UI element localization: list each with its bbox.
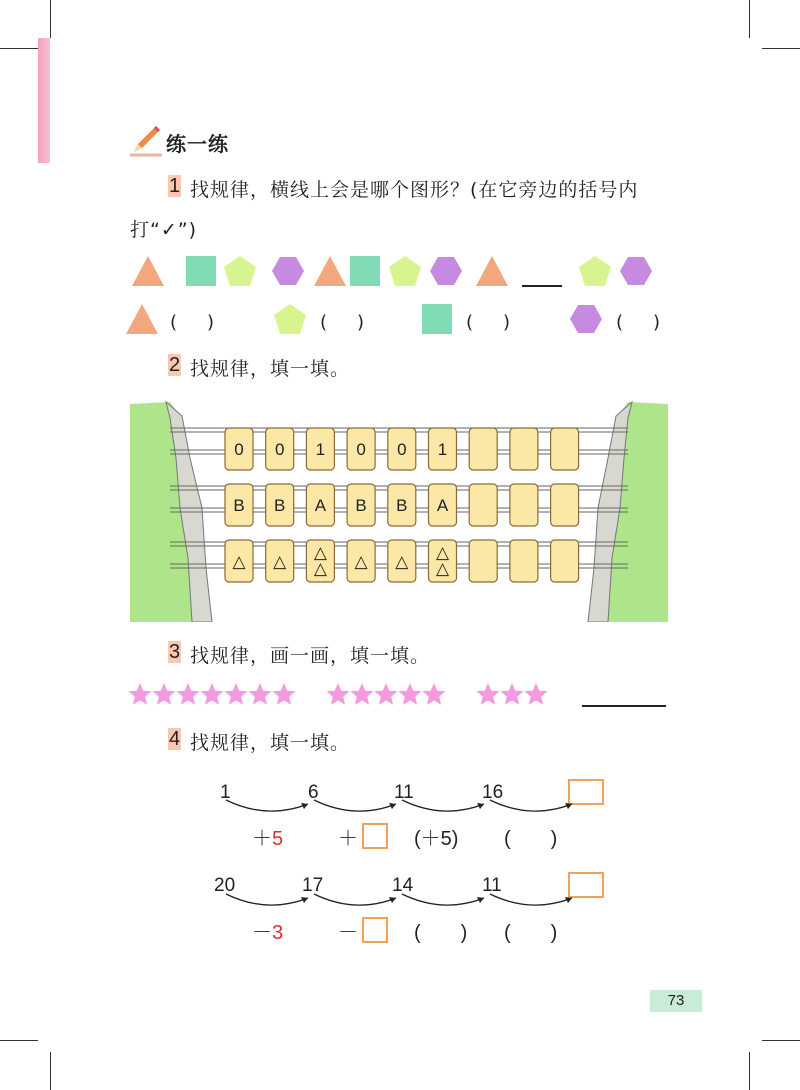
star-icon [201, 683, 224, 705]
crop-mark [0, 48, 38, 49]
question-text: 找规律，填一填。 [190, 732, 351, 754]
pentagon-shape [389, 256, 421, 286]
bead [551, 484, 579, 526]
square-option [422, 304, 452, 334]
triangle-option [126, 304, 158, 334]
triangle-shape [314, 256, 346, 286]
bead [551, 428, 579, 470]
question-text: 找规律，横线上会是哪个图形？(在它旁边的括号内 [190, 179, 639, 201]
bead [429, 484, 457, 526]
option-paren[interactable]: ( ) [466, 312, 517, 333]
bead [225, 428, 253, 470]
pencil-icon [128, 122, 164, 158]
bead [388, 540, 416, 582]
bead-label: 0 [397, 440, 407, 459]
bead-body [551, 540, 579, 582]
bead [225, 540, 253, 582]
bead-label: △ [435, 543, 450, 562]
bead-label: A [314, 496, 327, 515]
pentagon-option [274, 304, 306, 334]
question-text: 找规律，画一画，填一填。 [190, 645, 431, 667]
bead [469, 484, 497, 526]
bead [306, 540, 334, 582]
option-paren[interactable]: ( ) [616, 312, 667, 333]
star-icon [249, 683, 272, 705]
hexagon-shape [272, 257, 304, 285]
star-groups [128, 680, 568, 710]
bead-body [510, 484, 538, 526]
bead [266, 484, 294, 526]
bead [429, 428, 457, 470]
bead-body [469, 484, 497, 526]
question-number: 2 [169, 354, 181, 376]
operation-label: ＋5 [252, 828, 284, 850]
star-icon [129, 683, 152, 705]
square-shape [186, 256, 216, 286]
bead [347, 484, 375, 526]
bead [388, 428, 416, 470]
bead-label: △ [313, 543, 327, 562]
bead [510, 428, 538, 470]
bead [347, 540, 375, 582]
bead-label: B [355, 496, 367, 515]
bead [266, 540, 294, 582]
triangle-shape [132, 256, 164, 286]
star-icon [273, 683, 296, 705]
bead [510, 484, 538, 526]
bead-label: B [396, 496, 408, 515]
bead-body [469, 540, 497, 582]
crop-mark [762, 48, 800, 49]
option-paren[interactable]: ( ) [320, 312, 371, 333]
bead-label: B [233, 496, 245, 515]
operation-label: ＋ [338, 828, 358, 850]
sequence-number: 20 [214, 875, 236, 896]
star-icon [399, 683, 422, 705]
sequence-number: 11 [394, 782, 414, 803]
crop-mark [50, 1052, 51, 1090]
bead-label: 1 [437, 440, 448, 459]
question-text-cont: 打“✓”) [130, 219, 198, 241]
answer-box[interactable] [362, 823, 388, 849]
operation-label: (＋5) [414, 828, 459, 850]
bead-label: △ [273, 552, 287, 571]
triangle-shape [476, 256, 508, 286]
sequence-number: 1 [220, 782, 231, 803]
star-icon [525, 683, 548, 705]
question-number: 3 [169, 641, 181, 663]
sequence-number: 11 [482, 875, 502, 896]
answer-box[interactable] [362, 917, 388, 943]
crop-mark [749, 1052, 750, 1090]
bead-body [510, 428, 538, 470]
question-text: 找规律，填一填。 [190, 358, 351, 380]
page-number: 73 [650, 990, 702, 1012]
crop-mark [762, 1040, 800, 1041]
question-number: 4 [169, 728, 181, 750]
bead-body [469, 428, 497, 470]
bead-label: 0 [356, 440, 366, 459]
operation-label: － [338, 922, 358, 944]
star-icon [477, 683, 500, 705]
bead-label: △ [354, 552, 368, 571]
pentagon-shape [579, 256, 611, 286]
shape-sequence [130, 252, 670, 292]
bead-label: A [436, 496, 449, 515]
bead [510, 540, 538, 582]
bead-label: △ [395, 552, 409, 571]
bead-body [551, 428, 579, 470]
hexagon-shape [620, 257, 652, 285]
option-paren[interactable]: ( ) [170, 312, 221, 333]
bead-body [510, 540, 538, 582]
bead-body [551, 484, 579, 526]
star-icon [225, 683, 248, 705]
hexagon-option [570, 305, 602, 333]
crop-mark [749, 0, 750, 38]
bead-label: 0 [234, 440, 244, 459]
bead [225, 484, 253, 526]
sequence-arrows [222, 890, 582, 912]
bead [306, 428, 334, 470]
section-title: 练一练 [166, 132, 229, 156]
bead [266, 428, 294, 470]
sequence-number: 14 [392, 875, 414, 896]
crop-mark [0, 1040, 38, 1041]
pentagon-shape [224, 256, 256, 286]
operation-label: －3 [252, 922, 284, 944]
bead-frame-illustration [130, 398, 668, 622]
operation-paren[interactable]: ( ) [504, 828, 558, 850]
sequence-number: 17 [302, 875, 324, 896]
hexagon-shape [430, 257, 462, 285]
star-icon [375, 683, 398, 705]
bead-label: B [274, 496, 286, 515]
sequence-number: 16 [482, 782, 504, 803]
bead-label: △ [232, 552, 246, 571]
answer-blank[interactable] [582, 705, 666, 707]
operation-paren[interactable]: ( ) [504, 922, 558, 944]
bead [469, 540, 497, 582]
bead-label: △ [435, 559, 450, 578]
operation-paren[interactable]: ( ) [414, 922, 468, 944]
square-shape [350, 256, 380, 286]
bead [388, 484, 416, 526]
bead [429, 540, 457, 582]
margin-color-bar [38, 38, 50, 163]
bead-label: 0 [274, 440, 285, 459]
bead [551, 540, 579, 582]
star-icon [351, 683, 374, 705]
bead-label: △ [313, 559, 327, 578]
star-icon [177, 683, 200, 705]
crop-mark [50, 0, 51, 38]
question-number: 1 [169, 175, 181, 197]
star-icon [327, 683, 350, 705]
bead [469, 428, 497, 470]
star-icon [423, 683, 446, 705]
bead [306, 484, 334, 526]
star-icon [501, 683, 524, 705]
star-icon [153, 683, 176, 705]
sequence-number: 6 [308, 782, 319, 803]
sequence-arrows [222, 796, 582, 818]
bead [347, 428, 375, 470]
bead-label: 1 [315, 440, 326, 459]
